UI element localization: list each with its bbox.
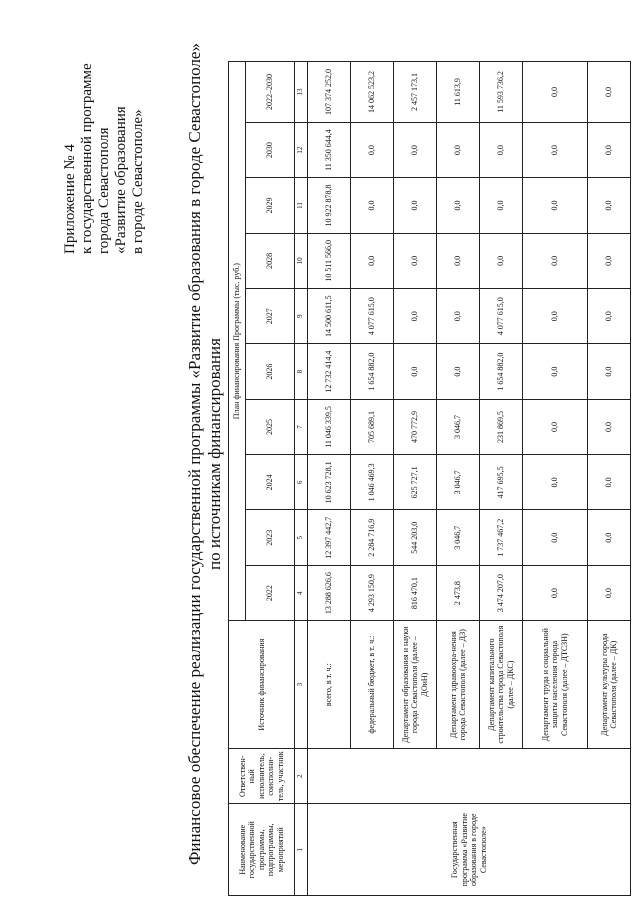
- header-year-total: 2022–2030: [246, 62, 295, 123]
- source-cell: федеральный бюджет, в т. ч.:: [351, 621, 394, 749]
- value-cell: 0,0: [523, 122, 588, 177]
- value-cell: 12 397 442,7: [308, 510, 351, 565]
- value-cell: 0,0: [394, 289, 437, 344]
- value-cell: 0,0: [523, 510, 588, 565]
- source-cell: Департамент культуры города Севастополя (далее – ДК): [588, 621, 631, 749]
- value-cell: 11 350 644,4: [308, 122, 351, 177]
- col-number: 11: [295, 178, 308, 233]
- col-number: 2: [295, 749, 308, 804]
- value-cell: 0,0: [437, 289, 480, 344]
- col-number: 5: [295, 510, 308, 565]
- col-number: 13: [295, 62, 308, 123]
- value-cell: 3 046,7: [437, 399, 480, 454]
- header-year: 2027: [246, 289, 295, 344]
- program-name-cell: Государственная программа «Развитие образования в городе Севастополе»: [308, 804, 631, 896]
- value-cell: 544 203,0: [394, 510, 437, 565]
- appendix-heading: [62, 14, 147, 254]
- header-year: 2030: [246, 122, 295, 177]
- appendix-line: города Севастополя: [96, 127, 112, 254]
- value-cell: 4 077 615,0: [351, 289, 394, 344]
- value-cell: 0,0: [523, 344, 588, 399]
- header-source: Источник финансирования: [229, 621, 295, 749]
- source-cell: Департамент капитального строительства города Севастополя (далее – ДКС): [480, 621, 523, 749]
- value-cell: 0,0: [351, 178, 394, 233]
- value-cell: 0,0: [394, 178, 437, 233]
- header-year: 2025: [246, 399, 295, 454]
- value-cell: 3 046,7: [437, 510, 480, 565]
- document-title: [185, 24, 225, 884]
- header-year: 2023: [246, 510, 295, 565]
- title-line-1: Финансовое обеспечение реализации государственной программы «Развитие образования в городе Севастополе»: [185, 43, 204, 865]
- col-number: 9: [295, 289, 308, 344]
- value-cell: 4 077 615,0: [480, 289, 523, 344]
- header-plan: План финансирования Программы (тыс. руб.): [229, 62, 246, 621]
- appendix-line: Приложение № 4: [62, 144, 78, 254]
- total-cell: 11 593 736,2: [480, 62, 523, 123]
- value-cell: 0,0: [588, 510, 631, 565]
- col-number: 1: [295, 804, 308, 896]
- value-cell: 1 737 467,2: [480, 510, 523, 565]
- total-cell: 107 374 252,0: [308, 62, 351, 123]
- value-cell: 2 473,8: [437, 565, 480, 620]
- value-cell: 12 732 414,4: [308, 344, 351, 399]
- value-cell: 0,0: [588, 233, 631, 288]
- value-cell: 10 922 878,8: [308, 178, 351, 233]
- total-cell: 14 062 523,2: [351, 62, 394, 123]
- value-cell: 0,0: [394, 344, 437, 399]
- value-cell: 11 046 339,5: [308, 399, 351, 454]
- col-number: 3: [295, 621, 308, 749]
- value-cell: 14 500 611,5: [308, 289, 351, 344]
- value-cell: 0,0: [394, 122, 437, 177]
- value-cell: 0,0: [523, 233, 588, 288]
- value-cell: 0,0: [437, 122, 480, 177]
- source-cell: Департамент труда и социальной защиты населения города Севастополя (далее – ДТСЗН): [523, 621, 588, 749]
- value-cell: 10 623 728,1: [308, 455, 351, 510]
- header-year: 2022: [246, 565, 295, 620]
- value-cell: 0,0: [394, 233, 437, 288]
- header-year: 2026: [246, 344, 295, 399]
- value-cell: 0,0: [437, 344, 480, 399]
- value-cell: 0,0: [588, 455, 631, 510]
- responsible-cell: [308, 749, 631, 804]
- header-year: 2028: [246, 233, 295, 288]
- source-cell: Департамент здравоохра-нения города Севастополя (далее – ДЗ): [437, 621, 480, 749]
- col-number: 8: [295, 344, 308, 399]
- appendix-line: «Развитие образования: [113, 106, 129, 254]
- value-cell: 470 772,9: [394, 399, 437, 454]
- value-cell: 1 046 469,3: [351, 455, 394, 510]
- value-cell: 0,0: [523, 455, 588, 510]
- value-cell: 0,0: [588, 178, 631, 233]
- value-cell: 0,0: [588, 344, 631, 399]
- value-cell: 0,0: [351, 122, 394, 177]
- value-cell: 1 654 882,0: [351, 344, 394, 399]
- value-cell: 0,0: [588, 289, 631, 344]
- table-row: [308, 62, 351, 896]
- title-line-2: по источникам финансирования: [205, 338, 224, 570]
- value-cell: 0,0: [437, 178, 480, 233]
- header-responsible: Ответствен-ный исполнитель, соисполни-тель, участник: [229, 749, 295, 804]
- value-cell: 0,0: [588, 122, 631, 177]
- total-cell: 11 613,9: [437, 62, 480, 123]
- header-year: 2029: [246, 178, 295, 233]
- value-cell: 4 293 150,9: [351, 565, 394, 620]
- value-cell: 705 689,1: [351, 399, 394, 454]
- value-cell: 3 474 207,0: [480, 565, 523, 620]
- value-cell: 231 869,5: [480, 399, 523, 454]
- appendix-line: к государственной программе: [79, 63, 95, 254]
- value-cell: 0,0: [523, 178, 588, 233]
- header-year: 2024: [246, 455, 295, 510]
- value-cell: 417 695,5: [480, 455, 523, 510]
- header-program-name: Наименование государственной программы, подпрограммы, мероприятий: [229, 804, 295, 896]
- value-cell: 0,0: [480, 233, 523, 288]
- value-cell: 0,0: [523, 289, 588, 344]
- source-cell: всего, в т. ч.:: [308, 621, 351, 749]
- value-cell: 0,0: [588, 565, 631, 620]
- source-cell: Департамент образования и науки города Севастополя (далее – ДОиН): [394, 621, 437, 749]
- value-cell: 0,0: [588, 399, 631, 454]
- col-number: 6: [295, 455, 308, 510]
- value-cell: 0,0: [480, 122, 523, 177]
- total-cell: 0,0: [588, 62, 631, 123]
- value-cell: 0,0: [437, 233, 480, 288]
- value-cell: 1 654 882,0: [480, 344, 523, 399]
- col-number: 12: [295, 122, 308, 177]
- value-cell: 2 284 716,9: [351, 510, 394, 565]
- col-number: 7: [295, 399, 308, 454]
- total-cell: 2 457 173,1: [394, 62, 437, 123]
- col-number: 4: [295, 565, 308, 620]
- value-cell: 13 288 626,6: [308, 565, 351, 620]
- value-cell: 10 511 566,0: [308, 233, 351, 288]
- value-cell: 0,0: [480, 178, 523, 233]
- value-cell: 0,0: [523, 565, 588, 620]
- value-cell: 3 046,7: [437, 455, 480, 510]
- value-cell: 0,0: [351, 233, 394, 288]
- appendix-line: в городе Севастополе»: [130, 109, 146, 254]
- value-cell: 625 727,1: [394, 455, 437, 510]
- value-cell: 816 470,1: [394, 565, 437, 620]
- total-cell: 0,0: [523, 62, 588, 123]
- financing-table: [228, 61, 631, 896]
- value-cell: 0,0: [523, 399, 588, 454]
- col-number: 10: [295, 233, 308, 288]
